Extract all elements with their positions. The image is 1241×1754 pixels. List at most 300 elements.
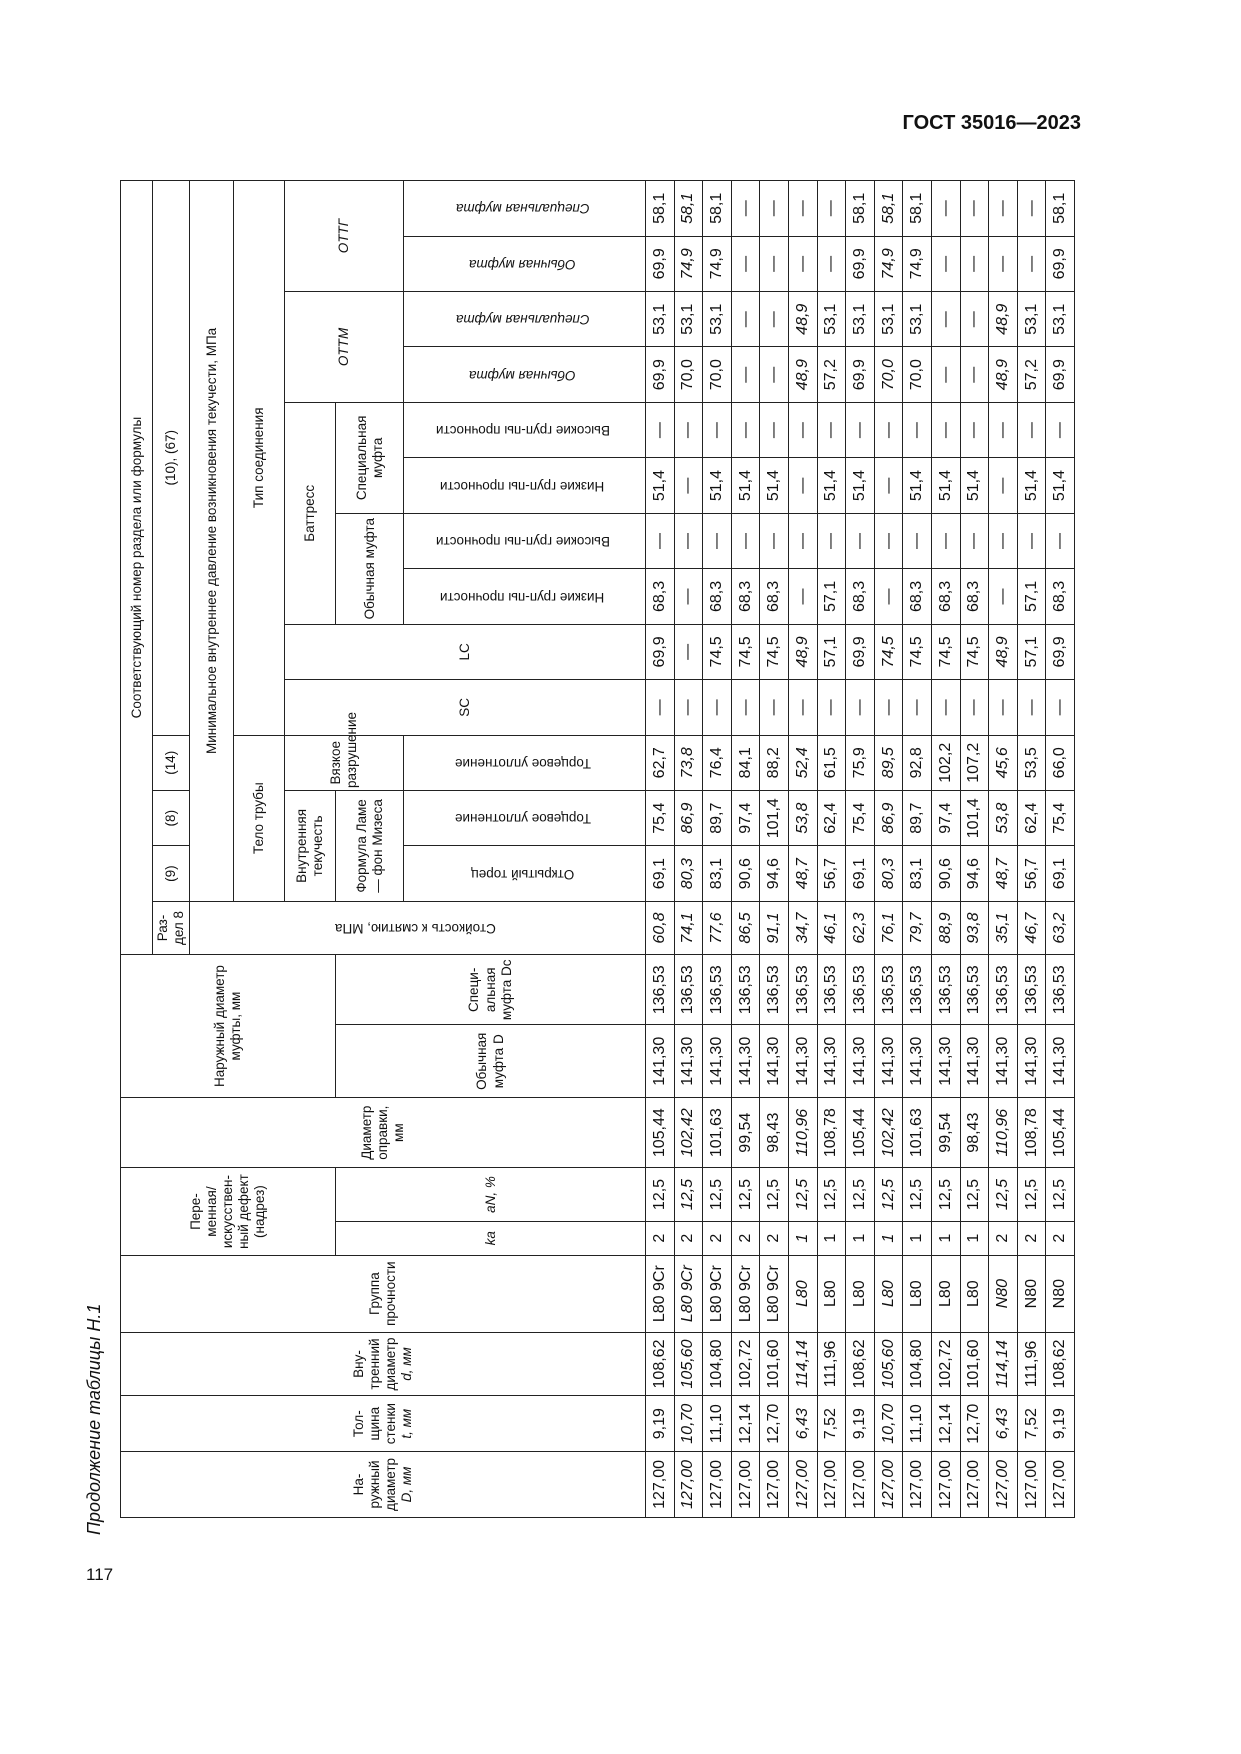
table-row xyxy=(1017,181,1046,1518)
table-cell: — xyxy=(903,680,932,735)
table-cell: — xyxy=(960,181,989,237)
table-cell: — xyxy=(760,402,789,457)
table-cell: 136,53 xyxy=(960,955,989,1025)
col-mandrel: Диаметр оправки, мм xyxy=(121,1097,646,1167)
table-cell: — xyxy=(931,513,960,568)
table-cell: 68,3 xyxy=(960,569,989,624)
table-cell: 108,62 xyxy=(846,1332,875,1396)
table-cell: 12,5 xyxy=(646,1168,675,1221)
table-cell: 51,4 xyxy=(846,458,875,513)
table-cell: 1 xyxy=(817,1221,846,1255)
table-cell: 35,1 xyxy=(989,901,1018,954)
table-row xyxy=(760,181,789,1518)
table-cell: 53,8 xyxy=(788,790,817,845)
table-cell: — xyxy=(817,181,846,237)
table-cell: 6,43 xyxy=(788,1396,817,1451)
table-cell: — xyxy=(1046,402,1075,457)
table-cell: 98,43 xyxy=(760,1097,789,1167)
table-cell: 127,00 xyxy=(846,1451,875,1517)
table-cell: — xyxy=(760,513,789,568)
table-cell: 12,14 xyxy=(731,1396,760,1451)
table-cell: 127,00 xyxy=(674,1451,703,1517)
table-cell: 11,10 xyxy=(703,1396,732,1451)
table-cell: 7,52 xyxy=(1017,1396,1046,1451)
col-ottm-spec: Специальная муфта xyxy=(404,292,646,347)
table-cell: — xyxy=(1017,236,1046,291)
table-cell: — xyxy=(788,513,817,568)
table-cell: — xyxy=(760,181,789,237)
table-cell: 102,2 xyxy=(931,735,960,790)
table-cell: 74,5 xyxy=(760,624,789,679)
table-cell: 12,5 xyxy=(1017,1168,1046,1221)
table-cell: 102,42 xyxy=(674,1097,703,1167)
table-cell: 136,53 xyxy=(731,955,760,1025)
table-cell: 127,00 xyxy=(1046,1451,1075,1517)
table-cell: 12,5 xyxy=(931,1168,960,1221)
table-cell: 102,42 xyxy=(874,1097,903,1167)
table-cell: 141,30 xyxy=(817,1025,846,1097)
table-cell: 69,9 xyxy=(846,347,875,402)
table-cell: 57,1 xyxy=(817,624,846,679)
table-cell: 53,1 xyxy=(1046,292,1075,347)
table-cell: 94,6 xyxy=(760,846,789,901)
table-row xyxy=(646,181,675,1518)
table-cell: 136,53 xyxy=(703,955,732,1025)
table-row xyxy=(788,181,817,1518)
table-cell: 10,70 xyxy=(874,1396,903,1451)
table-cell: 48,9 xyxy=(989,292,1018,347)
table-cell: 74,9 xyxy=(674,236,703,291)
col-grade: Группа прочности xyxy=(121,1255,646,1332)
table-cell: 136,53 xyxy=(846,955,875,1025)
table-cell: 90,6 xyxy=(731,846,760,901)
table-cell: 1 xyxy=(903,1221,932,1255)
table-cell: L80 9Cr xyxy=(646,1255,675,1332)
table-cell: 108,62 xyxy=(1046,1332,1075,1396)
table-cell: 141,30 xyxy=(731,1025,760,1097)
table-cell: — xyxy=(874,569,903,624)
table-cell: 11,10 xyxy=(903,1396,932,1451)
table-cell: 89,5 xyxy=(874,735,903,790)
table-cell: 53,1 xyxy=(817,292,846,347)
table-cell: — xyxy=(674,458,703,513)
ref-9: (9) xyxy=(153,846,190,901)
table-cell: L80 xyxy=(817,1255,846,1332)
table-cell: 141,30 xyxy=(760,1025,789,1097)
table-cell: 12,5 xyxy=(817,1168,846,1221)
table-cell: 110,96 xyxy=(989,1097,1018,1167)
table-cell: 69,9 xyxy=(1046,347,1075,402)
table-cell: L80 xyxy=(788,1255,817,1332)
table-cell: 68,3 xyxy=(703,569,732,624)
table-cell: 127,00 xyxy=(960,1451,989,1517)
table-cell: 51,4 xyxy=(1046,458,1075,513)
table-cell: 98,43 xyxy=(960,1097,989,1167)
table-cell: 111,96 xyxy=(817,1332,846,1396)
table-cell: 12,5 xyxy=(703,1168,732,1221)
table-cell: — xyxy=(846,680,875,735)
table-cell: 69,9 xyxy=(1046,236,1075,291)
table-cell: — xyxy=(760,680,789,735)
table-cell: 111,96 xyxy=(1017,1332,1046,1396)
table-cell: 141,30 xyxy=(788,1025,817,1097)
col-conn-type: Тип соединения xyxy=(233,181,284,736)
col-ottg-reg: Обычная муфта xyxy=(404,236,646,291)
table-cell: 12,5 xyxy=(731,1168,760,1221)
table-cell: — xyxy=(674,402,703,457)
col-ductile: Вязкое разрушение xyxy=(285,735,404,790)
table-cell: 68,3 xyxy=(903,569,932,624)
table-cell: — xyxy=(817,402,846,457)
table-cell: L80 xyxy=(960,1255,989,1332)
table-cell: 53,1 xyxy=(846,292,875,347)
table-caption: Продолжение таблицы Н.1 xyxy=(84,1303,104,1535)
table-cell: — xyxy=(817,513,846,568)
table-cell: — xyxy=(788,458,817,513)
table-cell: N80 xyxy=(1046,1255,1075,1332)
table-cell: 97,4 xyxy=(731,790,760,845)
table-cell: — xyxy=(674,680,703,735)
table-cell: 74,1 xyxy=(674,901,703,954)
table-cell: 136,53 xyxy=(1017,955,1046,1025)
table-cell: 51,4 xyxy=(903,458,932,513)
table-cell: 69,1 xyxy=(1046,846,1075,901)
table-cell: 141,30 xyxy=(903,1025,932,1097)
table-cell: L80 xyxy=(846,1255,875,1332)
table-cell: 57,1 xyxy=(817,569,846,624)
table-cell: 9,19 xyxy=(646,1396,675,1451)
table-cell: 74,5 xyxy=(903,624,932,679)
table-cell: 105,60 xyxy=(674,1332,703,1396)
table-cell: 9,19 xyxy=(846,1396,875,1451)
table-cell: — xyxy=(731,292,760,347)
table-cell: 2 xyxy=(1046,1221,1075,1255)
table-cell: 89,7 xyxy=(903,790,932,845)
table-cell: 76,1 xyxy=(874,901,903,954)
table-cell: 127,00 xyxy=(903,1451,932,1517)
table-cell: 108,62 xyxy=(646,1332,675,1396)
document-code: ГОСТ 35016—2023 xyxy=(902,112,1081,134)
table-cell: L80 9Cr xyxy=(703,1255,732,1332)
col-lc: LC xyxy=(285,624,646,679)
table-cell: L80 9Cr xyxy=(674,1255,703,1332)
table-row xyxy=(960,181,989,1518)
table-cell: 101,60 xyxy=(960,1332,989,1396)
table-cell: — xyxy=(960,347,989,402)
table-cell: 127,00 xyxy=(731,1451,760,1517)
table-cell: — xyxy=(674,569,703,624)
table-cell: 2 xyxy=(989,1221,1018,1255)
table-cell: 51,4 xyxy=(960,458,989,513)
table-cell: 99,54 xyxy=(731,1097,760,1167)
table-cell: 53,8 xyxy=(989,790,1018,845)
table-cell: 68,3 xyxy=(646,569,675,624)
table-cell: 88,2 xyxy=(760,735,789,790)
table-cell: 101,60 xyxy=(760,1332,789,1396)
table-cell: — xyxy=(703,680,732,735)
table-row xyxy=(817,181,846,1518)
table-cell: — xyxy=(989,569,1018,624)
table-cell: 141,30 xyxy=(703,1025,732,1097)
table-cell: — xyxy=(760,236,789,291)
table-cell: — xyxy=(788,569,817,624)
table-cell: 58,1 xyxy=(903,181,932,237)
table-cell: 136,53 xyxy=(760,955,789,1025)
table-cell: 2 xyxy=(1017,1221,1046,1255)
table-cell: 74,9 xyxy=(903,236,932,291)
table-cell: — xyxy=(731,402,760,457)
table-cell: 51,4 xyxy=(817,458,846,513)
table-cell: 105,44 xyxy=(1046,1097,1075,1167)
table-cell: 51,4 xyxy=(731,458,760,513)
table-cell: — xyxy=(817,236,846,291)
table-cell: 83,1 xyxy=(903,846,932,901)
table-cell: 101,63 xyxy=(903,1097,932,1167)
table-cell: 74,9 xyxy=(874,236,903,291)
table-cell: 80,3 xyxy=(674,846,703,901)
table-cell: 69,9 xyxy=(846,624,875,679)
col-ottg-spec: Специальная муфта xyxy=(404,181,646,237)
table-body xyxy=(646,181,1075,1518)
table-cell: — xyxy=(931,292,960,347)
table-cell: — xyxy=(731,236,760,291)
table-cell: 63,2 xyxy=(1046,901,1075,954)
table-cell: — xyxy=(674,624,703,679)
table-cell: 61,5 xyxy=(817,735,846,790)
table-cell: — xyxy=(731,680,760,735)
table-cell: 73,8 xyxy=(674,735,703,790)
table-cell: — xyxy=(874,680,903,735)
table-cell: 86,9 xyxy=(674,790,703,845)
table-cell: 12,5 xyxy=(846,1168,875,1221)
table-cell: 136,53 xyxy=(674,955,703,1025)
table-cell: L80 9Cr xyxy=(760,1255,789,1332)
table-cell: 48,9 xyxy=(788,292,817,347)
table-cell: — xyxy=(674,513,703,568)
table-cell: 57,1 xyxy=(1017,569,1046,624)
table-cell: 136,53 xyxy=(646,955,675,1025)
table-row xyxy=(703,181,732,1518)
table-cell: 10,70 xyxy=(674,1396,703,1451)
table-cell: 12,70 xyxy=(960,1396,989,1451)
table-cell: 94,6 xyxy=(960,846,989,901)
table-cell: — xyxy=(989,513,1018,568)
table-cell: 69,9 xyxy=(646,347,675,402)
table-cell: 86,5 xyxy=(731,901,760,954)
table-cell: — xyxy=(874,458,903,513)
table-cell: 127,00 xyxy=(703,1451,732,1517)
col-internal-yield: Внутренняя текучесть xyxy=(285,790,336,901)
table-cell: 53,1 xyxy=(1017,292,1046,347)
table-row xyxy=(846,181,875,1518)
table-cell: — xyxy=(646,680,675,735)
table-cell: 105,44 xyxy=(646,1097,675,1167)
table-cell: 75,4 xyxy=(646,790,675,845)
table-cell: — xyxy=(960,680,989,735)
table-cell: — xyxy=(760,292,789,347)
table-row xyxy=(874,181,903,1518)
table-cell: 127,00 xyxy=(817,1451,846,1517)
table-cell: 108,78 xyxy=(1017,1097,1046,1167)
col-ottm: ОТТМ xyxy=(285,292,404,403)
table-cell: — xyxy=(788,680,817,735)
table-cell: — xyxy=(931,347,960,402)
col-pipe-body: Тело трубы xyxy=(233,735,284,901)
table-cell: 56,7 xyxy=(1017,846,1046,901)
table-cell: 12,5 xyxy=(960,1168,989,1221)
col-high-grp-2: Высокие груп-пы прочности xyxy=(404,402,646,457)
table-cell: 48,7 xyxy=(989,846,1018,901)
table-cell: 68,3 xyxy=(846,569,875,624)
table-cell: 62,3 xyxy=(846,901,875,954)
table-cell: — xyxy=(931,680,960,735)
table-cell: 12,5 xyxy=(903,1168,932,1221)
table-cell: — xyxy=(703,513,732,568)
table-cell: 58,1 xyxy=(846,181,875,237)
table-cell: 69,1 xyxy=(846,846,875,901)
table-cell: L80 9Cr xyxy=(731,1255,760,1332)
table-cell: 141,30 xyxy=(874,1025,903,1097)
table-cell: — xyxy=(931,236,960,291)
table-cell: 2 xyxy=(731,1221,760,1255)
table-cell: — xyxy=(731,513,760,568)
col-outer-diameter: На-ружный диаметр D, мм xyxy=(121,1451,646,1517)
table-cell: 74,5 xyxy=(703,624,732,679)
table-cell: 141,30 xyxy=(646,1025,675,1097)
table-cell: 141,30 xyxy=(1017,1025,1046,1097)
table-cell: 53,1 xyxy=(874,292,903,347)
table-cell: 62,4 xyxy=(1017,790,1046,845)
table-cell: 104,80 xyxy=(703,1332,732,1396)
table-cell: — xyxy=(931,181,960,237)
table-row xyxy=(674,181,703,1518)
table-cell: 105,44 xyxy=(846,1097,875,1167)
table-cell: 48,7 xyxy=(788,846,817,901)
table-cell: 58,1 xyxy=(874,181,903,237)
table-cell: — xyxy=(1017,680,1046,735)
table-cell: 102,72 xyxy=(931,1332,960,1396)
table-cell: 136,53 xyxy=(817,955,846,1025)
table-cell: — xyxy=(817,680,846,735)
table-row xyxy=(1046,181,1075,1518)
table-cell: 92,8 xyxy=(903,735,932,790)
table-cell: 107,2 xyxy=(960,735,989,790)
table-cell: 12,5 xyxy=(1046,1168,1075,1221)
table-cell: 1 xyxy=(874,1221,903,1255)
table-cell: 48,9 xyxy=(989,624,1018,679)
table-cell: 90,6 xyxy=(931,846,960,901)
col-min-internal: Минимальное внутреннее давление возникновения текучести, МПа xyxy=(190,181,233,902)
table-cell: — xyxy=(731,347,760,402)
table-cell: 68,3 xyxy=(760,569,789,624)
col-section-ref: Соответствующий номер раздела или формулы xyxy=(121,181,153,955)
table-cell: 57,2 xyxy=(817,347,846,402)
table-cell: 75,4 xyxy=(846,790,875,845)
table-cell: 48,9 xyxy=(788,347,817,402)
table-cell: 52,4 xyxy=(788,735,817,790)
table-cell: — xyxy=(960,236,989,291)
table-cell: 2 xyxy=(703,1221,732,1255)
table-cell: 1 xyxy=(788,1221,817,1255)
table-cell: — xyxy=(788,181,817,237)
table-cell: 51,4 xyxy=(703,458,732,513)
table-cell: — xyxy=(931,402,960,457)
table-cell: 6,43 xyxy=(989,1396,1018,1451)
table-cell: 110,96 xyxy=(788,1097,817,1167)
table-cell: 69,9 xyxy=(646,236,675,291)
table-cell: 127,00 xyxy=(874,1451,903,1517)
table-cell: 75,9 xyxy=(846,735,875,790)
table-cell: 9,19 xyxy=(1046,1396,1075,1451)
table-cell: 136,53 xyxy=(989,955,1018,1025)
table-cell: — xyxy=(646,513,675,568)
table-cell: 141,30 xyxy=(846,1025,875,1097)
table-cell: 127,00 xyxy=(646,1451,675,1517)
table-cell: 80,3 xyxy=(874,846,903,901)
table-cell: 136,53 xyxy=(1046,955,1075,1025)
ref-8: (8) xyxy=(153,790,190,845)
col-ka: ka xyxy=(336,1221,646,1255)
table-cell: — xyxy=(989,458,1018,513)
table-cell: 127,00 xyxy=(989,1451,1018,1517)
table-cell: — xyxy=(846,402,875,457)
table-cell: 70,0 xyxy=(674,347,703,402)
table-cell: 141,30 xyxy=(674,1025,703,1097)
col-high-grp-1: Высокие груп-пы прочности xyxy=(404,513,646,568)
table-cell: — xyxy=(989,402,1018,457)
table-cell: 58,1 xyxy=(703,181,732,237)
table-cell: 58,1 xyxy=(646,181,675,237)
table-cell: 127,00 xyxy=(760,1451,789,1517)
table-cell: 48,9 xyxy=(989,347,1018,402)
table-cell: 57,1 xyxy=(1017,624,1046,679)
col-ottm-reg: Обычная муфта xyxy=(404,347,646,402)
table-cell: — xyxy=(960,292,989,347)
table-cell: 102,72 xyxy=(731,1332,760,1396)
table-row xyxy=(989,181,1018,1518)
table-cell: 84,1 xyxy=(731,735,760,790)
table-cell: — xyxy=(874,402,903,457)
table-cell: 46,1 xyxy=(817,901,846,954)
table-cell: 141,30 xyxy=(1046,1025,1075,1097)
col-spec-muft: Специальная муфта xyxy=(336,402,404,513)
col-reg-coupling: Обычная муфта D xyxy=(336,1025,646,1097)
table-cell: — xyxy=(846,513,875,568)
col-end-seal: Торцевое уплотнение xyxy=(404,790,646,845)
table-cell: — xyxy=(903,513,932,568)
table-cell: 136,53 xyxy=(931,955,960,1025)
table-cell: 79,7 xyxy=(903,901,932,954)
col-an: aN, % xyxy=(336,1168,646,1221)
col-end-seal-2: Торцевое уплотнение xyxy=(404,735,646,790)
ref-sec8: Раз-дел 8 xyxy=(153,901,190,954)
table-cell: 56,7 xyxy=(817,846,846,901)
table-cell: — xyxy=(903,402,932,457)
col-low-grp-2: Низкие груп-пы прочности xyxy=(404,458,646,513)
table-cell: 12,5 xyxy=(989,1168,1018,1221)
table-cell: — xyxy=(1046,680,1075,735)
table-cell: 12,5 xyxy=(874,1168,903,1221)
table-cell: 136,53 xyxy=(874,955,903,1025)
table-cell: 1 xyxy=(846,1221,875,1255)
table-cell: 114,14 xyxy=(788,1332,817,1396)
table-cell: — xyxy=(960,402,989,457)
table-cell: 12,5 xyxy=(760,1168,789,1221)
ref-14: (14) xyxy=(153,735,190,790)
table-cell: 70,0 xyxy=(703,347,732,402)
table-cell: — xyxy=(874,513,903,568)
col-defect: Пере-менная/ искусствен-ный дефект (надрез) xyxy=(121,1168,336,1255)
